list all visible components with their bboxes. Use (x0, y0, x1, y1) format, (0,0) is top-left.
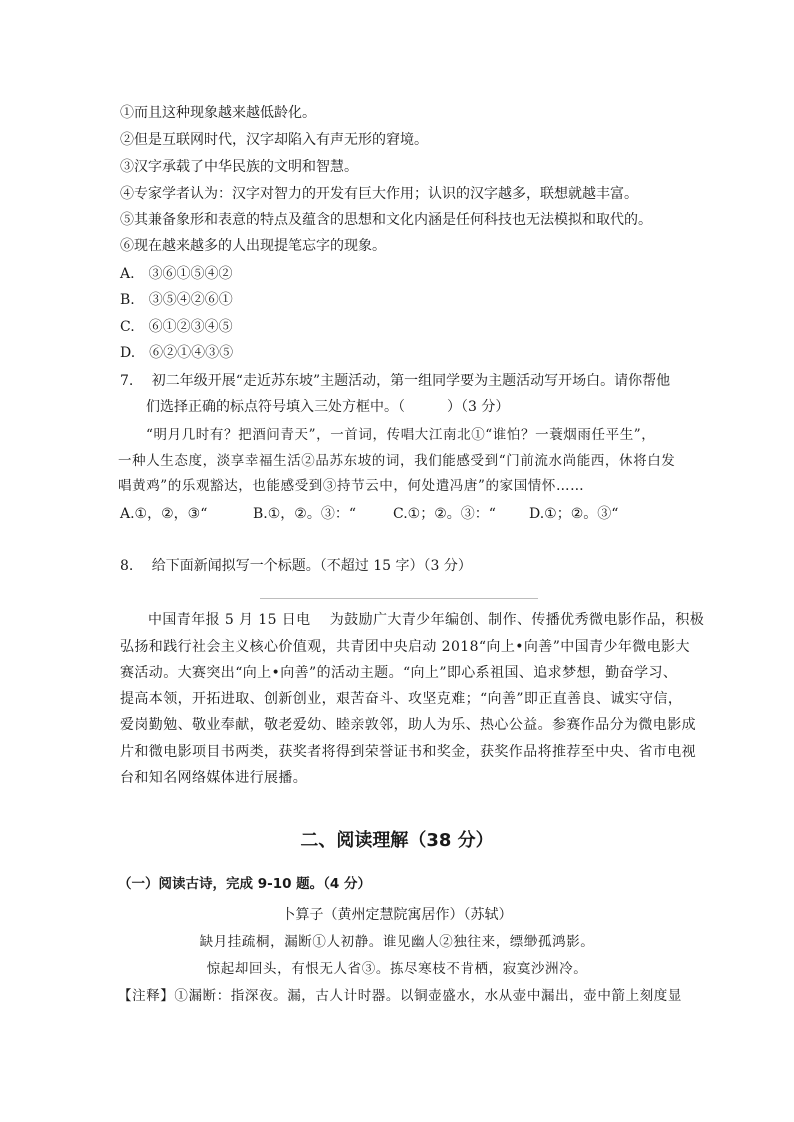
news-line: 中国青年报 5 月 15 日电 为鼓励广大青少年编创、制作、传播优秀微电影作品，积极 (148, 612, 705, 628)
statement-2: ②但是互联网时代，汉字却陷入有声无形的窘境。 (120, 132, 428, 148)
news-line: 片和微电影项目书两类，获奖者将得到荣誉证书和奖金，获奖作品将推荐至中央、省市电视 (120, 744, 696, 760)
statement-4: ④专家学者认为：汉字对智力的开发有巨大作用；认识的汉字越多，联想就越丰富。 (120, 186, 638, 202)
news-line: 爱岗勤勉、敬业奉献，敬老爱幼、睦亲敦邻，助人为乐、热心公益。参赛作品分为微电影成 (120, 717, 696, 733)
statement-1: ①而且这种现象越来越低龄化。 (120, 105, 316, 121)
statement-5: ⑤其兼备象形和表意的特点及蕴含的思想和文化内涵是任何科技也无法模拟和取代的。 (120, 212, 652, 228)
q8-stem: 8. 给下面新闻拟写一个标题。（不超过 15 字）（3 分） (120, 558, 472, 574)
news-line: 台和知名网络媒体进行展播。 (120, 770, 308, 786)
part-heading: （一）阅读古诗，完成 9-10 题。（4 分） (118, 876, 372, 892)
q7-stem: 7. 初二年级开展“走近苏东坡”主题活动，第一组同学要为主题活动写开场白。请你帮他 (120, 373, 671, 389)
news-line: 赛活动。大赛突出“向上•向善”的活动主题。“向上”即心系祖国、追求梦想，勤奋学习、 (120, 665, 678, 681)
q6-option-c: C. ⑥①②③④⑤ (120, 319, 233, 335)
news-line: 弘扬和践行社会主义核心价值观，共青团中央启动 2018“向上•向善”中国青少年微电影大 (120, 639, 690, 655)
statement-3: ③汉字承载了中华民族的文明和智慧。 (120, 159, 358, 175)
answer-line (260, 598, 538, 599)
q7-passage-line: “明月几时有？把酒问青天”，一首词，传唱大江南北①“谁怕？一蓑烟雨任平生”， (146, 427, 656, 443)
q7-option-c: C.①；②。③：“ (393, 506, 496, 522)
news-line: 提高本领，开拓进取、创新创业，艰苦奋斗、攻坚克难；“向善”即正直善良、诚实守信， (120, 691, 683, 707)
q6-option-b: B. ③⑤④②⑥① (120, 292, 233, 308)
poem-line: 惊起却回头，有恨无人省③。拣尽寒枝不肯栖，寂寞沙洲冷。 (206, 961, 588, 977)
statement-6: ⑥现在越来越多的人出现提笔忘字的现象。 (120, 238, 386, 254)
poem-line: 缺月挂疏桐，漏断①人初静。谁见幽人②独往来，缥缈孤鸿影。 (199, 934, 595, 950)
section-title: 二、阅读理解（38 分） (300, 830, 494, 851)
q6-option-a: A. ③⑥①⑤④② (120, 266, 233, 282)
poem-title: 卜算子（黄州定慧院寓居作）（苏轼） (281, 907, 513, 923)
q7-option-a: A.①，②，③“ (120, 506, 208, 522)
poem-note: 【注释】①漏断：指深夜。漏，古人计时器。以铜壶盛水，水从壶中漏出，壶中箭上刻度显 (118, 988, 682, 1004)
q7-options (120, 505, 618, 523)
q6-option-d: D. ⑥②①④③⑤ (120, 345, 234, 361)
q7-option-d: D.①；②。③“ (529, 506, 619, 522)
q7-stem-cont: 们选择正确的标点符号填入三处方框中。（ ）（3 分） (146, 399, 510, 415)
q7-passage-line: 唱黄鸡”的乐观豁达，也能感受到③持节云中，何处遣冯唐”的家国情怀…… (118, 478, 585, 494)
q7-option-b: B.①，②。③：“ (253, 506, 356, 522)
q7-passage-line: 一种人生态度，淡享幸福生活②品苏东坡的词，我们能感受到“门前流水尚能西，休将白发 (118, 453, 676, 469)
